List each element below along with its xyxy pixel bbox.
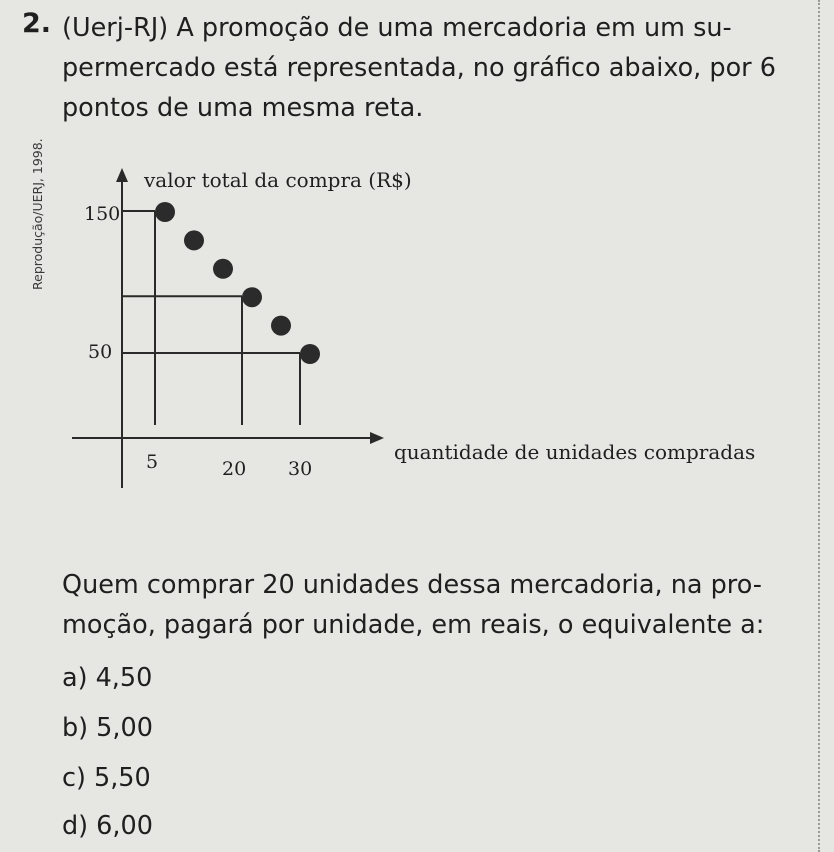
option-text: 4,50: [95, 663, 153, 693]
data-point-1: [155, 202, 175, 222]
y-tick-label: 150: [84, 203, 121, 225]
x-tick-label: 20: [222, 458, 247, 480]
stem-line: moção, pagará por unidade, em reais, o equivalente a:: [62, 610, 765, 640]
option-letter: b): [62, 713, 89, 743]
x-tick-label: 5: [146, 451, 159, 473]
x-axis-label: quantidade de unidades compradas: [394, 440, 756, 464]
option-b[interactable]: [62, 712, 153, 744]
option-text: 5,50: [93, 763, 151, 793]
option-c[interactable]: [62, 762, 151, 794]
x-tick-label: 30: [288, 458, 313, 480]
data-point-5: [271, 316, 291, 336]
data-point-4: [242, 287, 262, 307]
y-axis-arrow: [116, 168, 128, 182]
intro-line: permercado está representada, no gráfico abaixo, por 6: [62, 53, 776, 83]
intro-line: pontos de uma mesma reta.: [62, 93, 424, 123]
data-point-2: [184, 230, 204, 250]
y-axis-label: valor total da compra (R$): [144, 168, 412, 192]
option-text: 5,00: [96, 713, 153, 743]
data-point-6: [300, 344, 320, 364]
stem-line: Quem comprar 20 unidades dessa mercadoria, na pro-: [62, 570, 763, 600]
option-letter: c): [62, 763, 86, 793]
y-tick-label: 50: [88, 341, 113, 363]
option-a[interactable]: [62, 662, 152, 694]
image-credit: Reprodução/UERJ, 1998.: [30, 138, 45, 290]
option-letter: d): [62, 811, 89, 841]
option-d[interactable]: [62, 810, 153, 842]
x-axis-arrow: [370, 432, 384, 444]
question-number: 2.: [22, 8, 52, 39]
option-text: 6,00: [96, 811, 153, 841]
guide-lines: [122, 211, 300, 425]
option-letter: a): [62, 663, 88, 693]
data-points: [155, 202, 320, 364]
question-stem: [62, 565, 802, 645]
data-point-3: [213, 259, 233, 279]
intro-line: (Uerj-RJ) A promoção de uma mercadoria em um su-: [62, 13, 732, 43]
